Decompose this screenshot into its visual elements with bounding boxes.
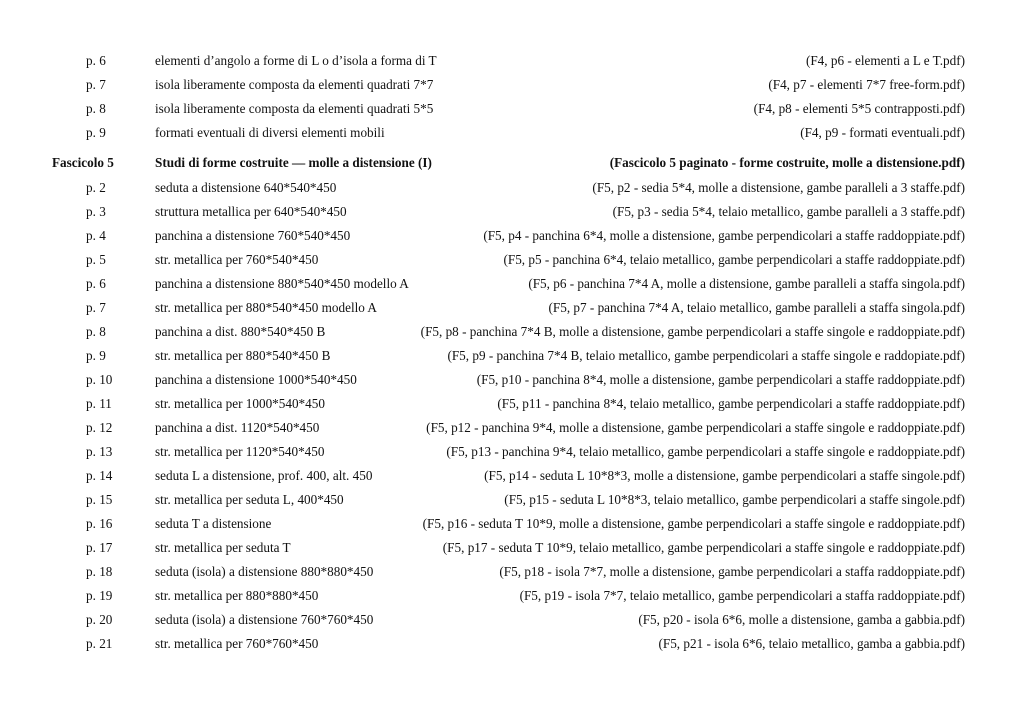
entry-description: struttura metallica per 640*540*450 bbox=[155, 204, 347, 219]
page-number: p. 21 bbox=[86, 636, 113, 651]
page-number: p. 7 bbox=[86, 300, 106, 315]
file-reference: (F5, p3 - sedia 5*4, telaio metallico, gambe paralleli a 3 staffe.pdf) bbox=[612, 204, 965, 219]
page-number: p. 9 bbox=[86, 348, 106, 363]
page-number: p. 8 bbox=[86, 324, 106, 339]
fascicolo-file-reference: (Fascicolo 5 paginato - forme costruite, molle a distensione.pdf) bbox=[609, 155, 965, 170]
entry-description: formati eventuali di diversi elementi mobili bbox=[155, 125, 385, 140]
file-reference: (F5, p11 - panchina 8*4, telaio metallico, gambe perpendicolari a staffe raddoppiate.pdf) bbox=[497, 396, 965, 411]
fascicolo-title: Studi di forme costruite — molle a distensione (I) bbox=[155, 155, 432, 170]
page-number: p. 2 bbox=[86, 180, 106, 195]
index-row bbox=[0, 344, 1024, 368]
index-row bbox=[0, 368, 1024, 392]
index-row bbox=[0, 248, 1024, 272]
file-reference: (F5, p4 - panchina 6*4, molle a distensione, gambe perpendicolari a staffe raddoppiate.pdf) bbox=[483, 228, 965, 243]
index-row bbox=[0, 584, 1024, 608]
file-reference: (F5, p20 - isola 6*6, molle a distensione, gamba a gabbia.pdf) bbox=[638, 612, 965, 627]
page-number: p. 13 bbox=[86, 444, 113, 459]
file-reference: (F5, p14 - seduta L 10*8*3, molle a distensione, gambe perpendicolari a staffe singole.pdf) bbox=[484, 468, 965, 483]
page-number: p. 11 bbox=[86, 396, 112, 411]
file-reference: (F5, p18 - isola 7*7, molle a distensione, gambe perpendicolari a staffa raddoppiate.pdf) bbox=[499, 564, 965, 579]
entry-description: panchina a distensione 760*540*450 bbox=[155, 228, 351, 243]
index-row bbox=[0, 536, 1024, 560]
file-reference: (F5, p17 - seduta T 10*9, telaio metallico, gambe perpendicolari a staffe singole e raddoppiate.pdf) bbox=[442, 540, 965, 555]
fascicolo-heading bbox=[0, 151, 1024, 175]
index-row bbox=[0, 296, 1024, 320]
file-reference: (F5, p7 - panchina 7*4 A, telaio metallico, gambe paralleli a staffa singola.pdf) bbox=[548, 300, 965, 315]
page-number: p. 7 bbox=[86, 77, 106, 92]
page-number: p. 18 bbox=[86, 564, 113, 579]
index-row bbox=[0, 272, 1024, 296]
page-number: p. 8 bbox=[86, 101, 106, 116]
entry-description: isola liberamente composta da elementi quadrati 5*5 bbox=[155, 101, 434, 116]
file-reference: (F5, p16 - seduta T 10*9, molle a distensione, gambe perpendicolari a staffe singole e raddoppiate.pdf) bbox=[422, 516, 965, 531]
entry-description: panchina a dist. 880*540*450 B bbox=[155, 324, 326, 339]
file-reference: (F4, p6 - elementi a L e T.pdf) bbox=[805, 53, 965, 68]
file-reference: (F5, p9 - panchina 7*4 B, telaio metallico, gambe perpendicolari a staffe singole e raddopiate.pdf) bbox=[447, 348, 965, 363]
index-row bbox=[0, 608, 1024, 632]
index-row bbox=[0, 464, 1024, 488]
entry-description: seduta L a distensione, prof. 400, alt. 450 bbox=[155, 468, 373, 483]
index-row bbox=[0, 320, 1024, 344]
page-number: p. 14 bbox=[86, 468, 113, 483]
page-number: p. 9 bbox=[86, 125, 106, 140]
entry-description: seduta (isola) a distensione 880*880*450 bbox=[155, 564, 374, 579]
index-row bbox=[0, 560, 1024, 584]
file-reference: (F5, p21 - isola 6*6, telaio metallico, gamba a gabbia.pdf) bbox=[658, 636, 965, 651]
file-reference: (F5, p12 - panchina 9*4, molle a distensione, gambe perpendicolari a staffe singole e raddoppiate.pdf) bbox=[426, 420, 965, 435]
file-reference: (F5, p5 - panchina 6*4, telaio metallico, gambe perpendicolari a staffe raddoppiate.pdf) bbox=[503, 252, 965, 267]
page-number: p. 10 bbox=[86, 372, 113, 387]
entry-description: panchina a dist. 1120*540*450 bbox=[155, 420, 320, 435]
entry-description: str. metallica per 880*540*450 B bbox=[155, 348, 331, 363]
file-reference: (F5, p19 - isola 7*7, telaio metallico, gambe perpendicolari a staffa raddoppiate.pdf) bbox=[519, 588, 965, 603]
entry-description: str. metallica per seduta L, 400*450 bbox=[155, 492, 344, 507]
entry-description: str. metallica per 760*760*450 bbox=[155, 636, 319, 651]
fascicolo-label: Fascicolo 5 bbox=[52, 155, 114, 170]
file-reference: (F5, p6 - panchina 7*4 A, molle a distensione, gambe paralleli a staffa singola.pdf) bbox=[528, 276, 965, 291]
page-number: p. 4 bbox=[86, 228, 106, 243]
index-row bbox=[0, 121, 1024, 145]
index-row bbox=[0, 632, 1024, 656]
index-row bbox=[0, 73, 1024, 97]
page-number: p. 5 bbox=[86, 252, 106, 267]
file-reference: (F4, p9 - formati eventuali.pdf) bbox=[800, 125, 965, 140]
index-row bbox=[0, 440, 1024, 464]
index-row bbox=[0, 416, 1024, 440]
page-number: p. 12 bbox=[86, 420, 113, 435]
index-row bbox=[0, 97, 1024, 121]
entry-description: str. metallica per 760*540*450 bbox=[155, 252, 319, 267]
page-number: p. 16 bbox=[86, 516, 113, 531]
file-reference: (F4, p8 - elementi 5*5 contrapposti.pdf) bbox=[753, 101, 965, 116]
file-reference: (F5, p10 - panchina 8*4, molle a distensione, gambe perpendicolari a staffe raddoppiate.pdf) bbox=[476, 372, 965, 387]
page-number: p. 6 bbox=[86, 276, 106, 291]
file-reference: (F5, p15 - seduta L 10*8*3, telaio metallico, gambe perpendicolari a staffe singole.pdf) bbox=[504, 492, 965, 507]
file-reference: (F5, p2 - sedia 5*4, molle a distensione, gambe paralleli a 3 staffe.pdf) bbox=[592, 180, 965, 195]
entry-description: panchina a distensione 1000*540*450 bbox=[155, 372, 357, 387]
entry-description: seduta a distensione 640*540*450 bbox=[155, 180, 337, 195]
page-number: p. 3 bbox=[86, 204, 106, 219]
entry-description: str. metallica per seduta T bbox=[155, 540, 291, 555]
entry-description: seduta (isola) a distensione 760*760*450 bbox=[155, 612, 374, 627]
index-row bbox=[0, 488, 1024, 512]
page-number: p. 15 bbox=[86, 492, 113, 507]
index-row bbox=[0, 200, 1024, 224]
index-row bbox=[0, 512, 1024, 536]
entry-description: str. metallica per 1000*540*450 bbox=[155, 396, 325, 411]
entry-description: elementi d’angolo a forme di L o d’isola a forma di T bbox=[155, 53, 437, 68]
page-number: p. 17 bbox=[86, 540, 113, 555]
index-row bbox=[0, 224, 1024, 248]
entry-description: str. metallica per 880*540*450 modello A bbox=[155, 300, 377, 315]
page-number: p. 19 bbox=[86, 588, 113, 603]
entry-description: str. metallica per 1120*540*450 bbox=[155, 444, 325, 459]
file-reference: (F5, p8 - panchina 7*4 B, molle a distensione, gambe perpendicolari a staffe singole e raddoppiate.pdf) bbox=[420, 324, 965, 339]
file-reference: (F5, p13 - panchina 9*4, telaio metallico, gambe perpendicolari a staffe singole e raddoppiate.pdf) bbox=[446, 444, 965, 459]
index-row bbox=[0, 176, 1024, 200]
page-number: p. 6 bbox=[86, 53, 106, 68]
file-reference: (F4, p7 - elementi 7*7 free-form.pdf) bbox=[768, 77, 965, 92]
entry-description: str. metallica per 880*880*450 bbox=[155, 588, 319, 603]
index-row bbox=[0, 49, 1024, 73]
entry-description: seduta T a distensione bbox=[155, 516, 272, 531]
page-number: p. 20 bbox=[86, 612, 113, 627]
entry-description: isola liberamente composta da elementi quadrati 7*7 bbox=[155, 77, 434, 92]
entry-description: panchina a distensione 880*540*450 modello A bbox=[155, 276, 409, 291]
index-row bbox=[0, 392, 1024, 416]
